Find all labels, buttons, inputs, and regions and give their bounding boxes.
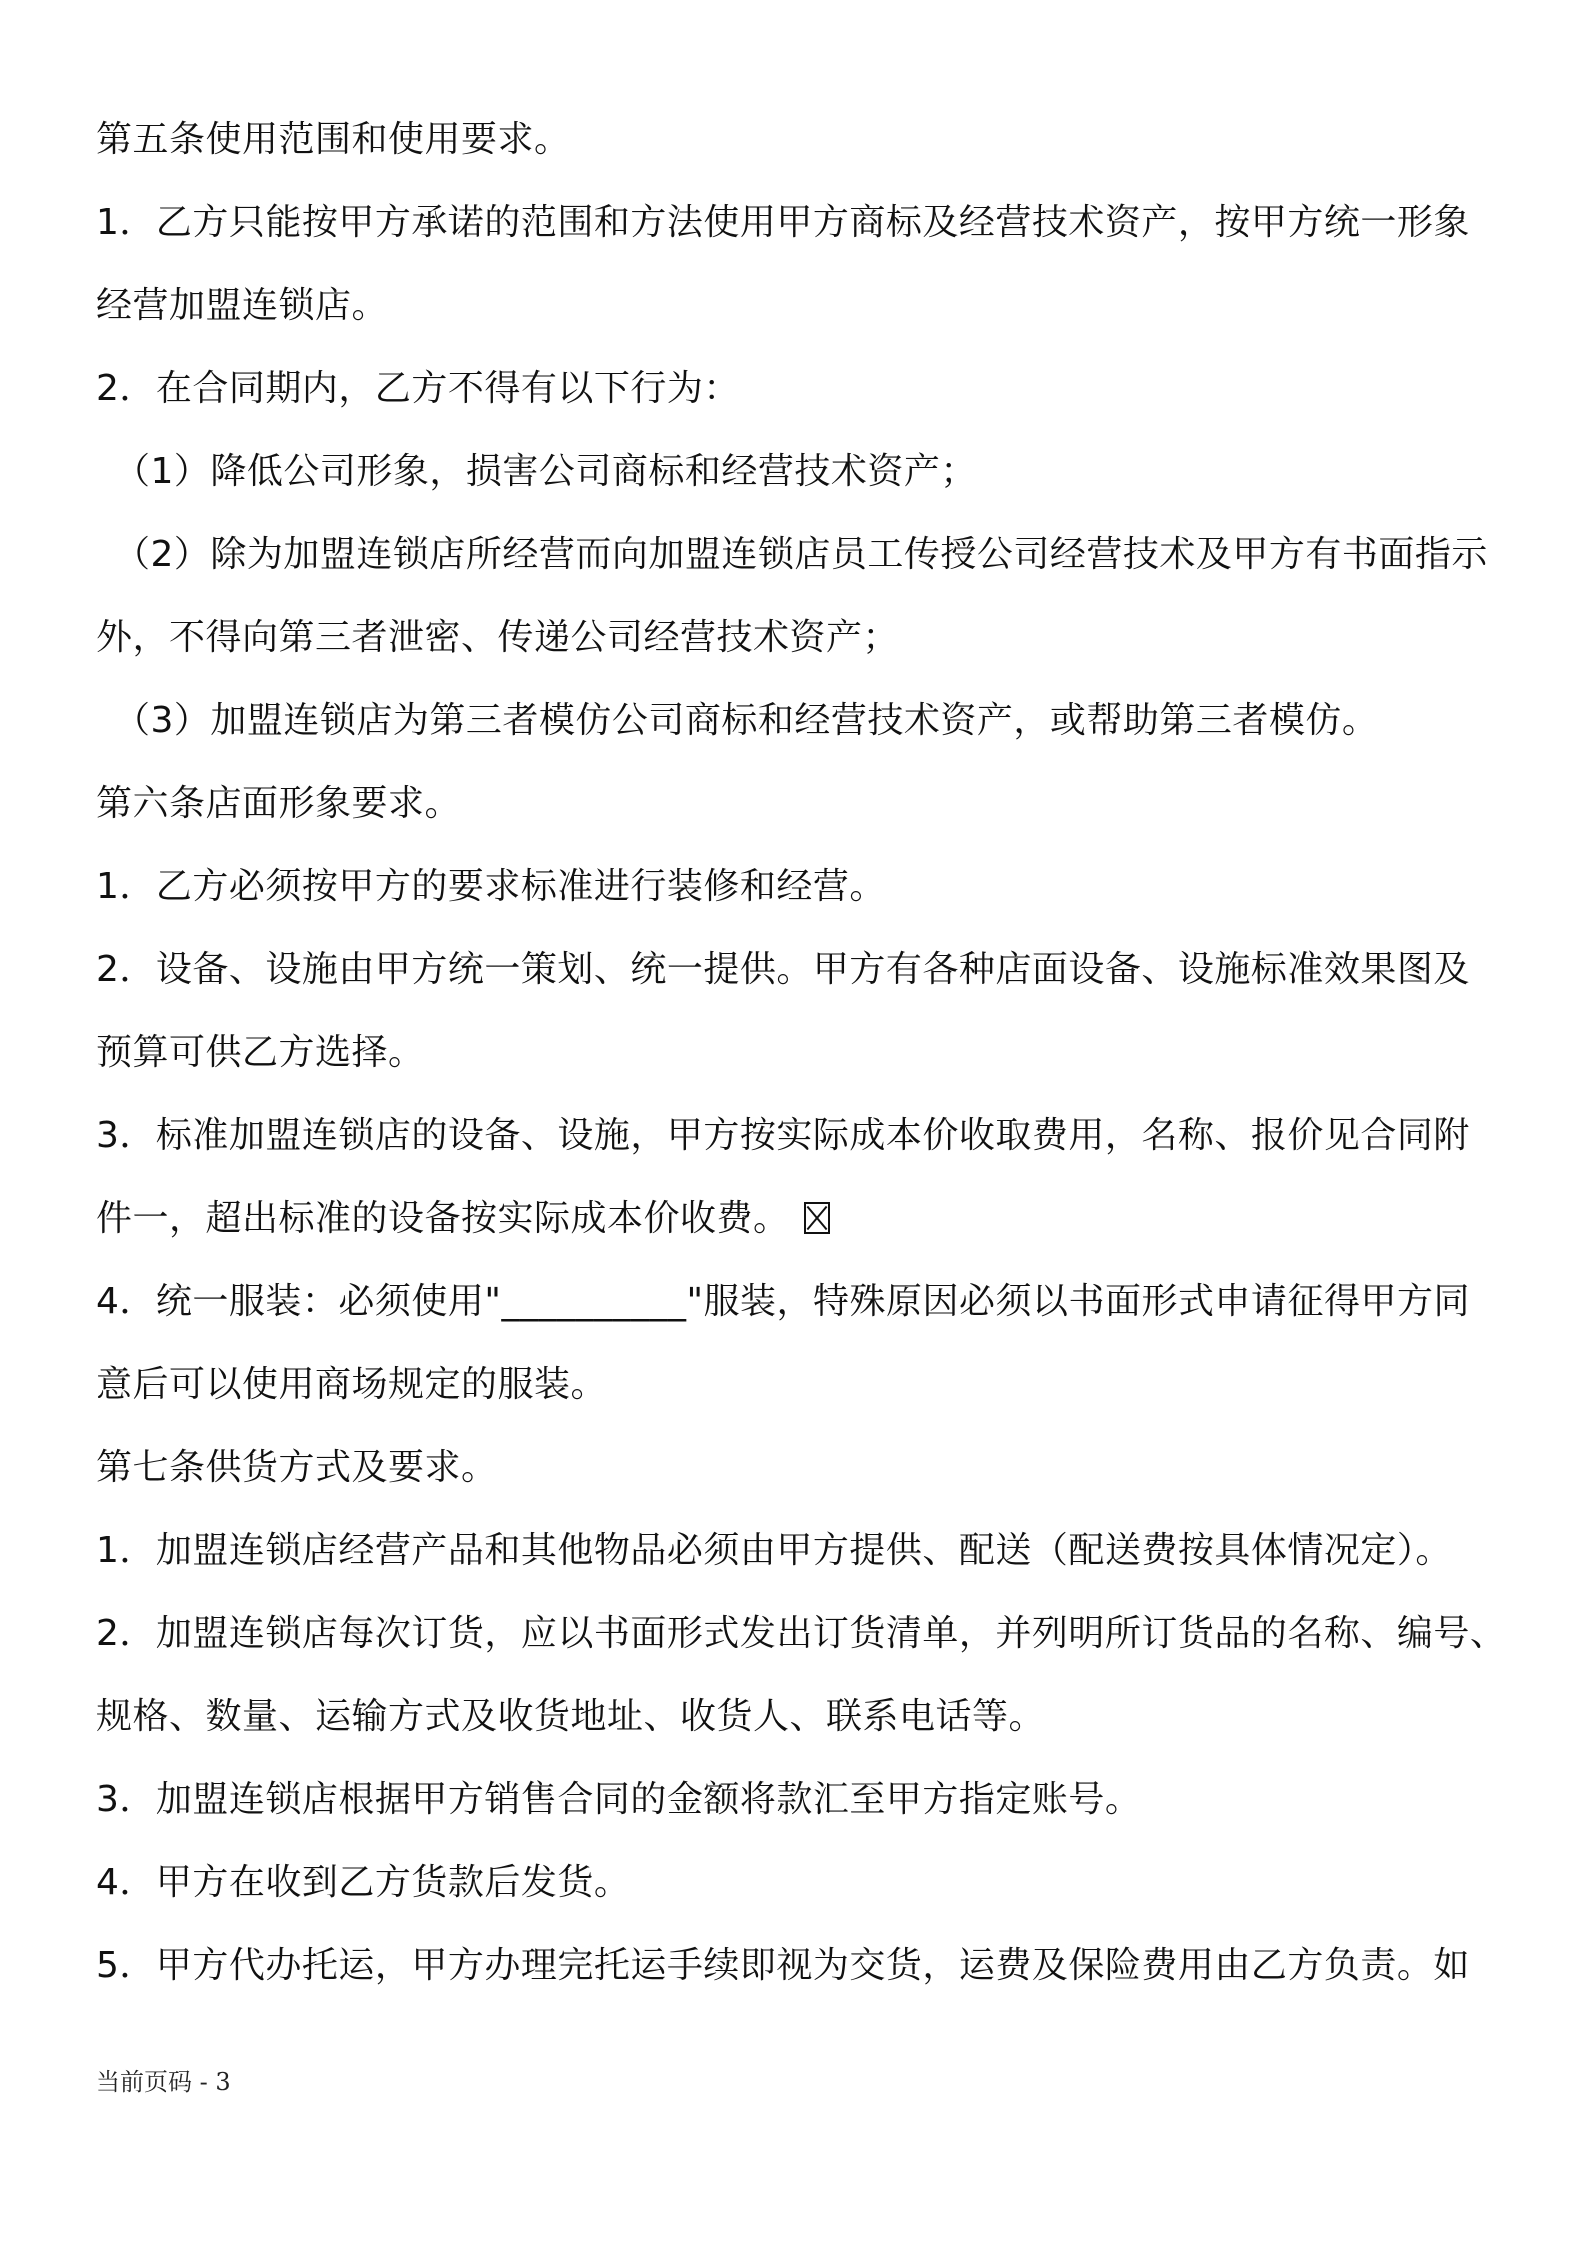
- paragraph-line: 2．加盟连锁店每次订货，应以书面形式发出订货清单，并列明所订货品的名称、编号、: [96, 1613, 1507, 1654]
- list-item: （3）加盟连锁店为第三者模仿公司商标和经营技术资产，或帮助第三者模仿。: [114, 700, 1379, 741]
- paragraph-line: 外，不得向第三者泄密、传递公司经营技术资产；: [96, 617, 900, 658]
- paragraph-line: 规格、数量、运输方式及收货地址、收货人、联系电话等。: [96, 1696, 1046, 1737]
- paragraph-text: 件一，超出标准的设备按实际成本价收费。: [96, 1198, 790, 1239]
- crossed-box-icon: [804, 1202, 830, 1234]
- article-5-heading: 第五条使用范围和使用要求。: [96, 119, 571, 160]
- paragraph-line: 预算可供乙方选择。: [96, 1032, 425, 1073]
- article-7-heading: 第七条供货方式及要求。: [96, 1447, 498, 1488]
- list-item: （1）降低公司形象，损害公司商标和经营技术资产；: [114, 451, 977, 492]
- list-item: （2）除为加盟连锁店所经营而向加盟连锁店员工传授公司经营技术及甲方有书面指示: [114, 534, 1488, 575]
- article-6-heading: 第六条店面形象要求。: [96, 783, 462, 824]
- paragraph-line: 3．标准加盟连锁店的设备、设施，甲方按实际成本价收取费用，名称、报价见合同附: [96, 1115, 1470, 1156]
- paragraph-line: 5．甲方代办托运，甲方办理完托运手续即视为交货，运费及保险费用由乙方负责。如: [96, 1945, 1470, 1986]
- paragraph-line: 1．乙方必须按甲方的要求标准进行装修和经营。: [96, 866, 886, 907]
- paragraph-line: 1．乙方只能按甲方承诺的范围和方法使用甲方商标及经营技术资产，按甲方统一形象: [96, 202, 1470, 243]
- page-number-footer: 当前页码 - 3: [96, 2068, 231, 2096]
- paragraph-line: 2．设备、设施由甲方统一策划、统一提供。甲方有各种店面设备、设施标准效果图及: [96, 949, 1470, 990]
- paragraph-line: 意后可以使用商场规定的服装。: [96, 1364, 608, 1405]
- paragraph-line-with-mark: [96, 1177, 1506, 1260]
- paragraph-line: 2．在合同期内，乙方不得有以下行为：: [96, 368, 740, 409]
- paragraph-line: 4．甲方在收到乙方货款后发货。: [96, 1862, 631, 1903]
- paragraph-line: 3．加盟连锁店根据甲方销售合同的金额将款汇至甲方指定账号。: [96, 1779, 1142, 1820]
- paragraph-line: 4．统一服装：必须使用"__________"服装，特殊原因必须以书面形式申请征得甲方同: [96, 1281, 1471, 1322]
- paragraph-line: 经营加盟连锁店。: [96, 285, 389, 326]
- document-body: [96, 98, 1506, 2007]
- paragraph-line: 1．加盟连锁店经营产品和其他物品必须由甲方提供、配送（配送费按具体情况定）。: [96, 1530, 1452, 1571]
